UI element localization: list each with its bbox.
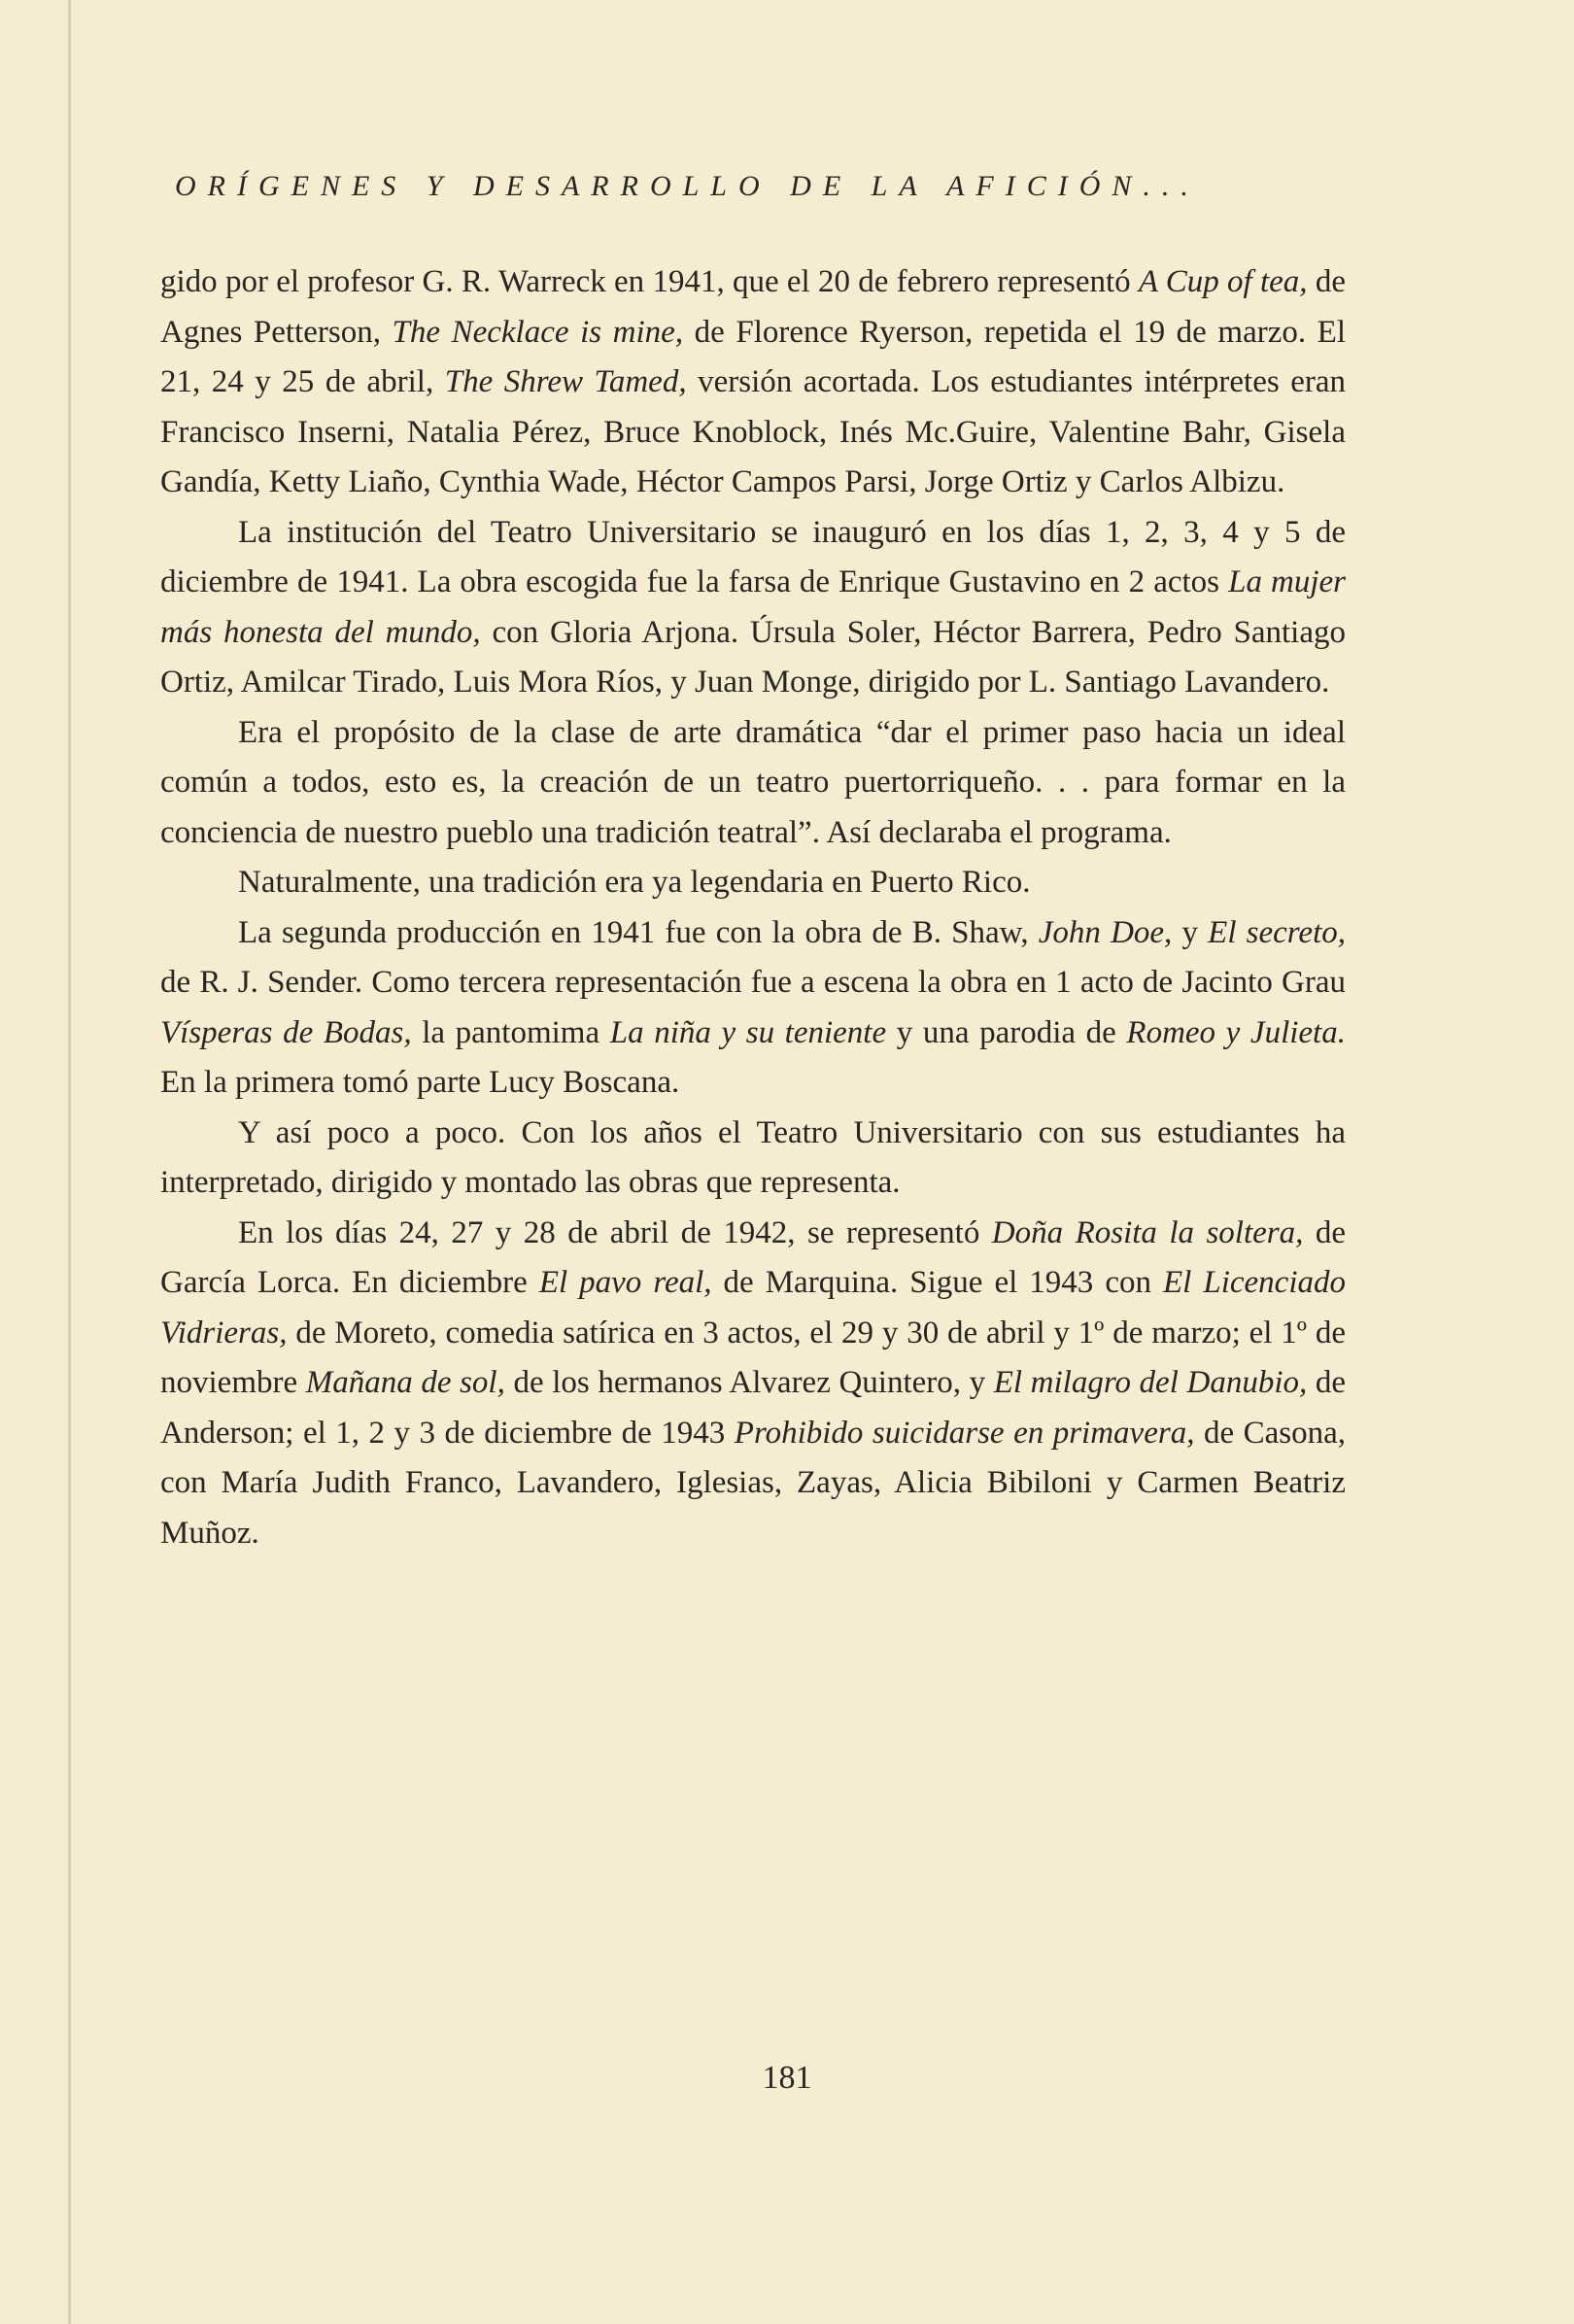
body-text	[160, 257, 1346, 1558]
text-run: de Casona, con María Judith Franco, Lavandero, Iglesias, Zayas, Alicia Bibiloni y Carmen Beatriz Muñoz.	[160, 1415, 1346, 1551]
italic-title: A Cup of tea,	[1138, 264, 1308, 299]
paragraph	[160, 1209, 1346, 1559]
text-run: de los hermanos Alvarez Quintero, y	[504, 1365, 994, 1400]
text-run: de Anderson; el 1, 2 y 3 de diciembre de 1943	[160, 1365, 1346, 1451]
italic-title: John Doe,	[1038, 914, 1173, 950]
text-run: Y así poco a poco. Con los años el Teatro Universitario con sus estudiantes ha interpretado, dirigido y montado las obras que representa.	[160, 1114, 1346, 1200]
text-run: de Florence Ryerson, repetida el 19 de marzo. El 21, 24 y 25 de abril,	[160, 314, 1346, 399]
text-run: En la primera tomó parte Lucy Boscana.	[160, 1065, 680, 1100]
text-run: de Agnes Petterson,	[160, 264, 1346, 350]
text-run: de Marquina. Sigue el 1943 con	[711, 1265, 1164, 1300]
text-run: La segunda producción en 1941 fue con la obra de B. Shaw,	[238, 914, 1039, 950]
text-run: gido por el profesor G. R. Warreck en 1941, que el 20 de febrero representó	[160, 264, 1139, 299]
italic-title: La mujer más honesta del mundo,	[160, 564, 1347, 650]
text-run: la pantomima	[411, 1014, 610, 1050]
paragraph	[160, 257, 1346, 508]
paragraph	[160, 858, 1346, 908]
text-run: de García Lorca. En diciembre	[160, 1214, 1346, 1300]
text-run: Naturalmente, una tradición era ya legendaria en Puerto Rico.	[238, 865, 1031, 900]
paragraph	[160, 508, 1346, 708]
italic-title: Doña Rosita la soltera,	[991, 1214, 1304, 1250]
text-run: con Gloria Arjona. Úrsula Soler, Héctor Barrera, Pedro Santiago Ortiz, Amilcar Tirado, Luis Mora Ríos, y Juan Monge, dirigido por L. Santiago Lavandero.	[160, 614, 1346, 700]
text-run: La institución del Teatro Universitario se inauguró en los días 1, 2, 3, 4 y 5 de diciembre de 1941. La obra escogida fue la farsa de Enrique Gustavino en 2 actos	[160, 514, 1346, 599]
running-head: ORÍGENES Y DESARROLLO DE LA AFICIÓN...	[175, 170, 1200, 202]
italic-title: El secreto,	[1208, 914, 1346, 950]
text-run: de R. J. Sender. Como tercera representación fue a escena la obra en 1 acto de Jacinto Grau	[160, 965, 1346, 1000]
paragraph	[160, 708, 1346, 859]
italic-title: El Licenciado Vidrieras,	[160, 1265, 1346, 1350]
italic-title: The Necklace is mine,	[392, 314, 684, 350]
italic-title: Mañana de sol,	[305, 1365, 505, 1400]
italic-title: El pavo real,	[538, 1265, 712, 1300]
text-run: Era el propósito de la clase de arte dramática “dar el primer paso hacia un ideal común a todos, esto es, la creación de un teatro puertorriqueño. . . para formar en la conciencia de nuestro pueblo una tradición teatral”. Así declaraba el programa.	[160, 714, 1346, 850]
text-run: y	[1172, 914, 1209, 950]
italic-title: Prohibido suicidarse en primavera,	[734, 1415, 1195, 1451]
text-run: En los días 24, 27 y 28 de abril de 1942, se representó	[238, 1214, 992, 1250]
paragraph	[160, 1109, 1346, 1209]
italic-title: Romeo y Julieta.	[1126, 1014, 1346, 1050]
text-run: y una parodia de	[886, 1014, 1127, 1050]
paragraph	[160, 908, 1346, 1109]
italic-title: The Shrew Tamed,	[444, 364, 687, 399]
page-number: 181	[762, 2060, 812, 2096]
binding-gutter-shadow	[68, 0, 71, 2324]
text-run: de Moreto, comedia satírica en 3 actos, el 29 y 30 de abril y 1º de marzo; el 1º de noviembre	[160, 1315, 1346, 1400]
italic-title: La niña y su teniente	[609, 1014, 887, 1050]
italic-title: El milagro del Danubio,	[993, 1365, 1308, 1400]
text-run: versión acortada. Los estudiantes intérpretes eran Francisco Inserni, Natalia Pérez, Bruce Knoblock, Inés Mc.Guire, Valentine Bahr, Gisela Gandía, Ketty Liaño, Cynthia Wade, Héctor Campos Parsi, Jorge Ortiz y Carlos Albizu.	[160, 364, 1346, 499]
italic-title: Vísperas de Bodas,	[160, 1014, 412, 1050]
